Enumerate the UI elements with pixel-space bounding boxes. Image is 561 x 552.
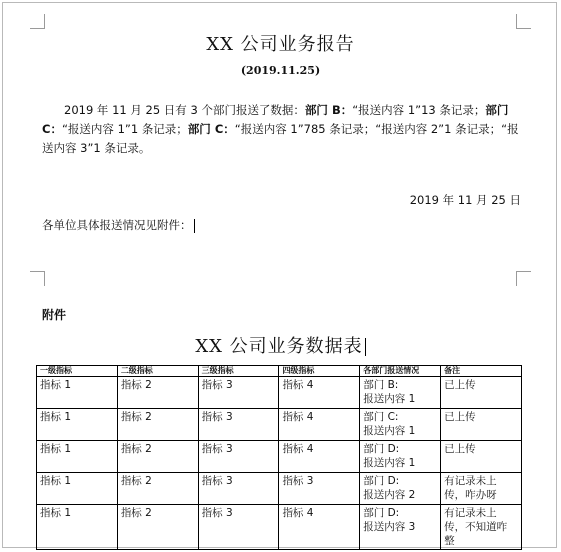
table-title[interactable] [0,332,561,358]
table-cell[interactable]: 指标 2 [117,473,198,505]
table-cell[interactable]: 指标 4 [279,505,360,550]
table-row [37,441,522,473]
table-cell[interactable]: 指标 1 [37,473,118,505]
paragraph-text: “报送内容 1”13 条记录； [352,103,486,117]
sign-date: 2019 年 11 月 25 日 [409,193,521,207]
table-cell[interactable]: 部门 D: 报送内容 2 [360,473,441,505]
table-cell[interactable]: 指标 3 [198,505,279,550]
header-cell: 二级指标 [117,366,198,377]
paragraph-text: “报送内容 1”1 条记录； [61,122,188,136]
table-cell[interactable]: 指标 1 [37,409,118,441]
report-date: (2019.11.25) [240,64,321,77]
attachment-line-text: 各单位具体报送情况见附件： [42,218,192,232]
corner-mark-top-left [30,14,45,29]
department-label: 部门 C： [187,122,235,136]
header-cell: 四级指标 [279,366,360,377]
table-cell[interactable]: 指标 1 [37,505,118,550]
table-cell[interactable]: 部门 B: 报送内容 1 [360,377,441,409]
corner-mark-bottom-left [30,271,45,286]
table-cell[interactable]: 指标 3 [198,409,279,441]
table-cell[interactable]: 已上传 [441,377,522,409]
table-cell[interactable]: 指标 3 [198,441,279,473]
table-row [37,505,522,550]
table-cell[interactable]: 部门 D: 报送内容 3 [360,505,441,550]
header-cell: 三级指标 [198,366,279,377]
report-paragraph[interactable] [42,101,524,158]
text-cursor [365,338,366,356]
table-cell[interactable]: 指标 3 [198,377,279,409]
attachment-line[interactable] [42,217,195,233]
table-cell[interactable]: 指标 1 [37,441,118,473]
table-title-text: XX 公司业务数据表 [195,336,363,357]
table-cell[interactable]: 指标 2 [117,409,198,441]
table-cell[interactable]: 已上传 [441,441,522,473]
paragraph-text: “报送内容 1”785 条记录；“报送内容 2”1 条记录；“报送内容 3”1 条记录。 [42,122,519,155]
text-cursor [194,219,195,233]
table-cell[interactable]: 部门 D: 报送内容 1 [360,441,441,473]
table-cell[interactable]: 指标 2 [117,441,198,473]
paragraph-text: 2019 年 11 月 25 日有 3 个部门报送了数据： [64,103,305,117]
corner-mark-top-right [516,14,531,29]
table-cell[interactable]: 指标 4 [279,441,360,473]
table-cell[interactable]: 指标 3 [198,473,279,505]
header-cell: 各部门报送情况 [360,366,441,377]
table-cell[interactable]: 已上传 [441,409,522,441]
table-cell[interactable]: 指标 2 [117,377,198,409]
attachment-heading: 附件 [42,308,67,322]
table-cell[interactable]: 指标 4 [279,377,360,409]
table-cell[interactable]: 指标 2 [117,505,198,550]
table-cell[interactable]: 有记录未上 传，不知道咋 整 [441,505,522,550]
header-cell: 一级指标 [37,366,118,377]
department-label: 部门 B： [304,103,353,117]
corner-mark-bottom-right [516,271,531,286]
table-cell[interactable]: 部门 C: 报送内容 1 [360,409,441,441]
table-cell[interactable]: 指标 3 [279,473,360,505]
table-row [37,473,522,505]
department-label: 部门 C： [42,103,509,136]
table-row [37,409,522,441]
table-header-row [37,366,522,377]
table-row [37,377,522,409]
table-cell[interactable]: 指标 4 [279,409,360,441]
data-table [36,365,522,550]
report-title: XX 公司业务报告 [206,34,355,55]
table-cell[interactable]: 指标 1 [37,377,118,409]
table-cell[interactable]: 有记录未上 传，咋办呀 [441,473,522,505]
header-cell: 备注 [441,366,522,377]
